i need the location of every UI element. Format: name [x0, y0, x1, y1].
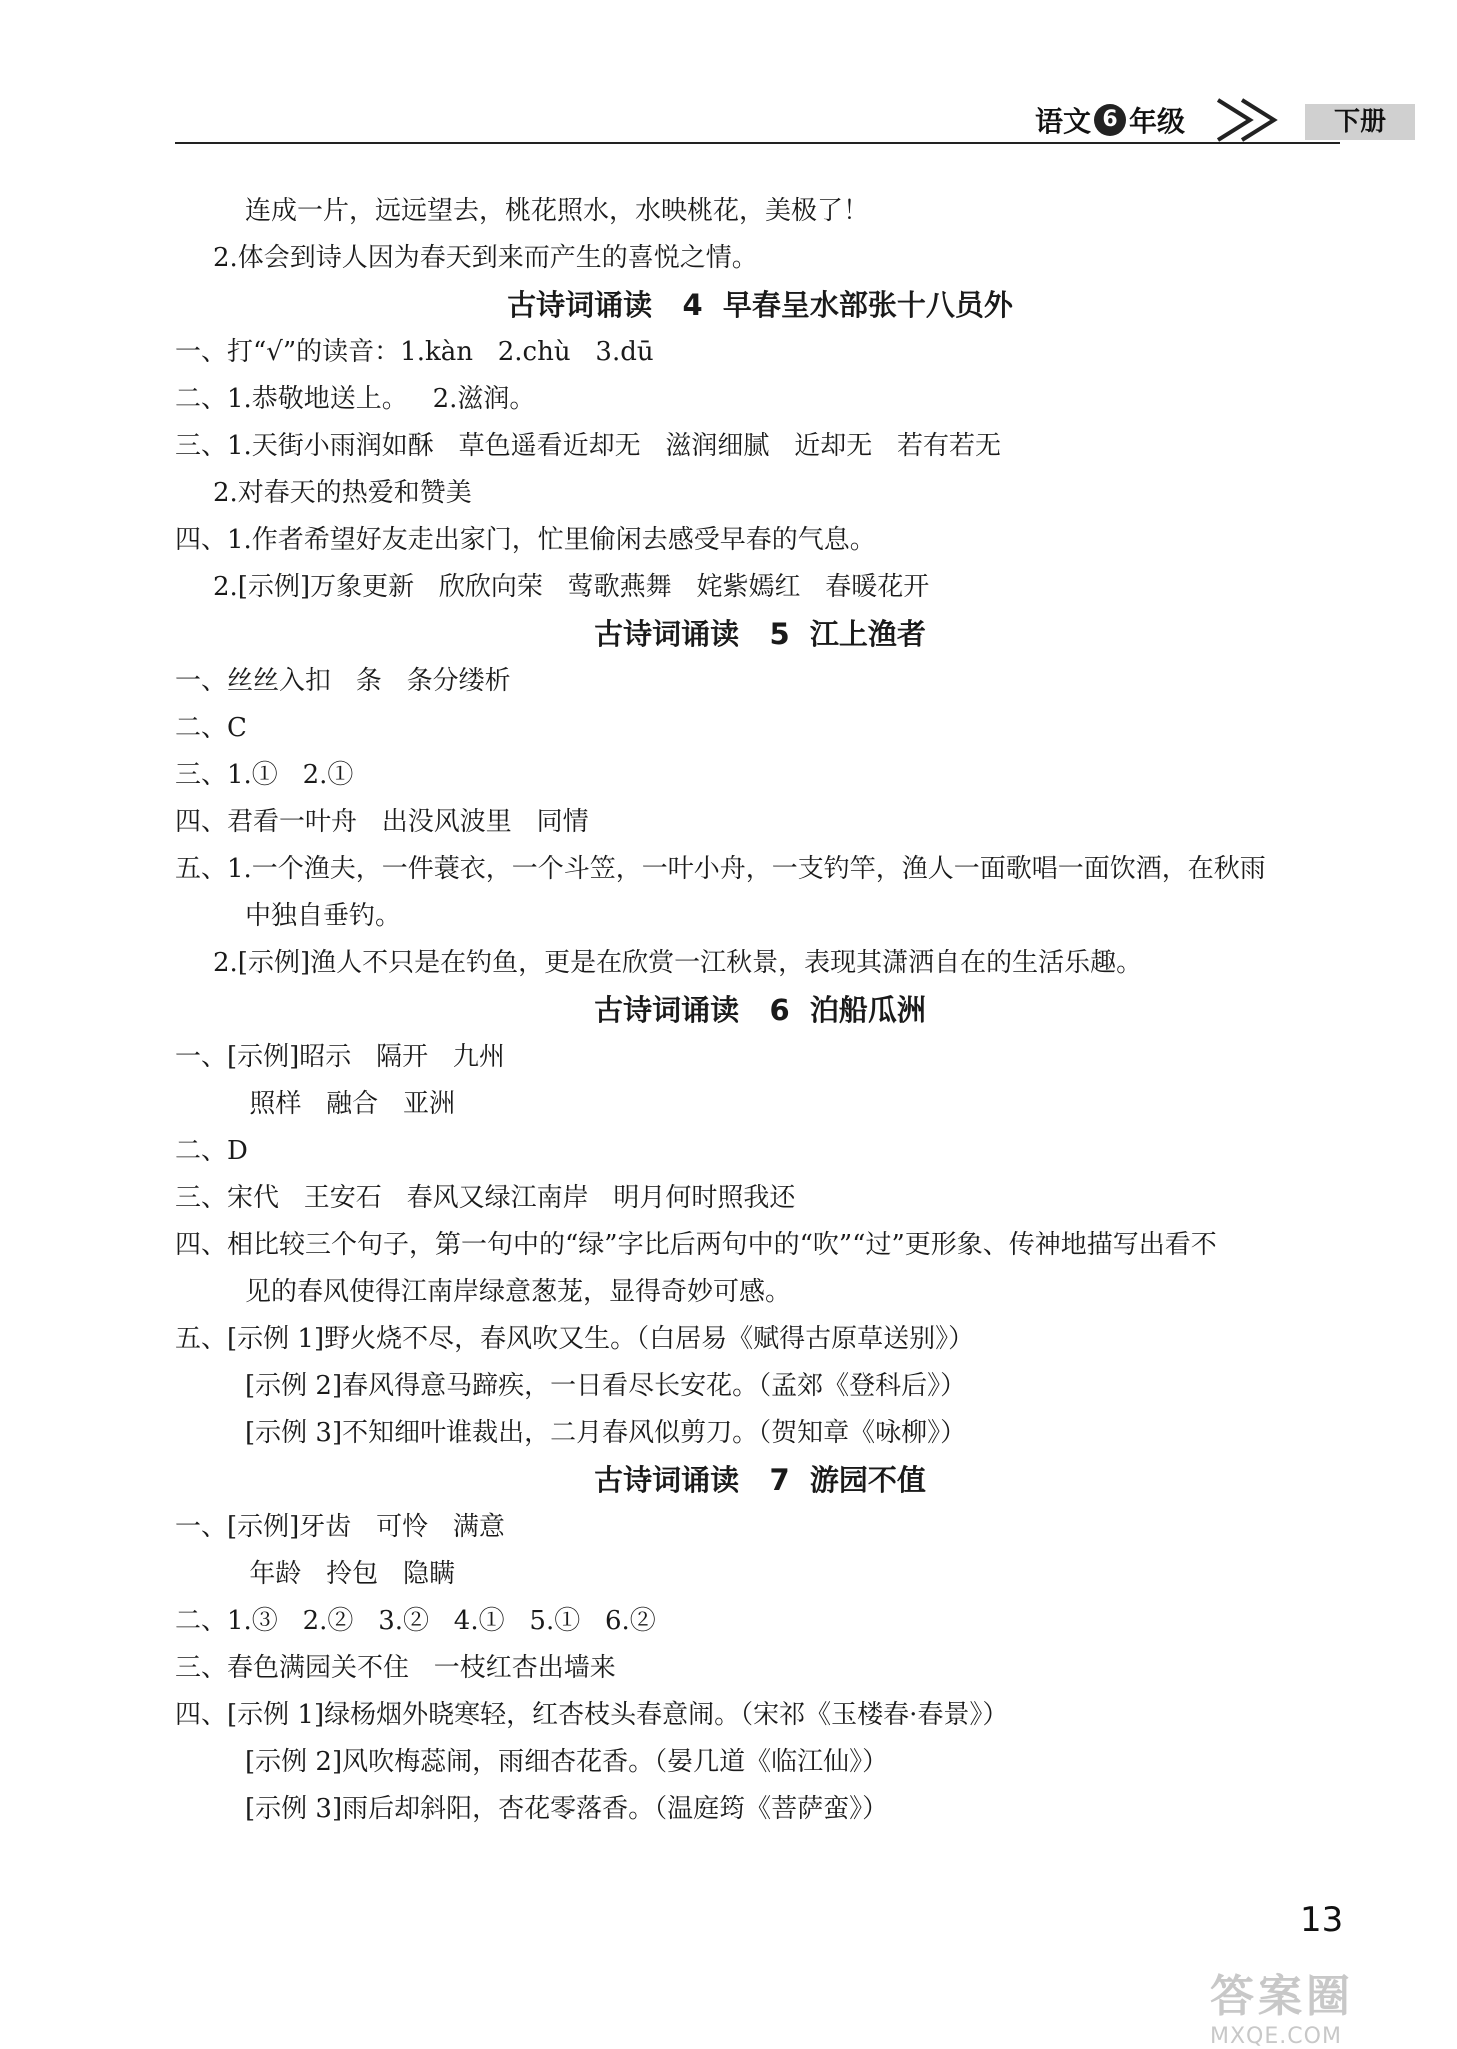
answer-line: 照样 融合 亚洲	[175, 1089, 455, 1119]
answer-line: 2.对春天的热爱和赞美	[213, 478, 472, 508]
answer-line: 三、1.天街小雨润如酥 草色遥看近却无 滋润细腻 近却无 若有若无	[175, 431, 1001, 461]
answer-line: 一、丝丝入扣 条 条分缕析	[175, 666, 511, 696]
answer-line: 三、春色满园关不住 一枝红杏出墙来	[175, 1653, 616, 1683]
answer-line: 年龄 拎包 隐瞒	[175, 1559, 455, 1589]
answer-line: 2.[示例]万象更新 欣欣向荣 莺歌燕舞 姹紫嫣红 春暖花开	[213, 572, 930, 602]
watermark-logo	[1210, 1960, 1445, 2049]
grade-suffix-text: 年级	[1129, 105, 1186, 138]
answer-line: 中独自垂钓。	[245, 901, 402, 931]
page-number: 13	[1300, 1900, 1344, 1940]
answer-line: [示例 3]雨后却斜阳，杏花零落香。（温庭筠《菩萨蛮》）	[245, 1794, 889, 1824]
subject-text: 语文	[1035, 105, 1092, 138]
answer-content	[175, 188, 1345, 1833]
answer-line: 五、[示例 1]野火烧不尽，春风吹又生。（白居易《赋得古原草送别》）	[175, 1324, 975, 1354]
double-chevron-icon	[1210, 96, 1300, 144]
subject-grade-label	[1035, 100, 1185, 140]
answer-line: 二、D	[175, 1136, 248, 1166]
answer-line: 一、打“√”的读音：1.kàn 2.chù 3.dū	[175, 337, 654, 367]
answer-line: 一、[示例]牙齿 可怜 满意	[175, 1512, 505, 1542]
answer-line: 二、1.③ 2.② 3.② 4.① 5.① 6.②	[175, 1606, 656, 1636]
answer-line: 四、相比较三个句子，第一句中的“绿”字比后两句中的“吹”“过”更形象、传神地描写出看不	[175, 1230, 1217, 1260]
grade-number-badge: 6	[1094, 104, 1126, 136]
answer-line: 四、[示例 1]绿杨烟外晓寒轻，红杏枝头春意闹。（宋祁《玉楼春·春景》）	[175, 1700, 1009, 1730]
answer-line: 四、君看一叶舟 出没风波里 同情	[175, 807, 589, 837]
answer-line: 二、1.恭敬地送上。 2.滋润。	[175, 384, 536, 414]
answer-line: 2.体会到诗人因为春天到来而产生的喜悦之情。	[213, 243, 758, 273]
section-title: 古诗词诵读 6 泊船瓜洲	[594, 993, 926, 1027]
answer-line: 四、1.作者希望好友走出家门，忙里偷闲去感受早春的气息。	[175, 525, 876, 555]
answer-line: 见的春风使得江南岸绿意葱茏，显得奇妙可感。	[245, 1277, 792, 1307]
answer-line: 三、宋代 王安石 春风又绿江南岸 明月何时照我还	[175, 1183, 796, 1213]
section-title: 古诗词诵读 4 早春呈水部张十八员外	[507, 288, 1013, 322]
header-rule	[175, 142, 1340, 144]
volume-label: 下册	[1305, 104, 1415, 140]
answer-line: 2.[示例]渔人不只是在钓鱼，更是在欣赏一江秋景，表现其潇洒自在的生活乐趣。	[213, 948, 1143, 978]
section-title: 古诗词诵读 5 江上渔者	[594, 617, 926, 651]
answer-line: [示例 2]风吹梅蕊闹，雨细杏花香。（晏几道《临江仙》）	[245, 1747, 889, 1777]
page-header	[175, 96, 1386, 144]
answer-line: [示例 3]不知细叶谁裁出，二月春风似剪刀。（贺知章《咏柳》）	[245, 1418, 967, 1448]
watermark-url: MXQE.COM	[1210, 2024, 1342, 2049]
answer-line: 一、[示例]昭示 隔开 九州	[175, 1042, 505, 1072]
answer-line: 二、C	[175, 713, 247, 743]
answer-line: 连成一片，远远望去，桃花照水，水映桃花，美极了！	[245, 196, 870, 226]
watermark-text: 答案圈	[1210, 1971, 1354, 2022]
section-title: 古诗词诵读 7 游园不值	[594, 1463, 926, 1497]
answer-line: 五、1.一个渔夫，一件蓑衣，一个斗笠，一叶小舟，一支钓竿，渔人一面歌唱一面饮酒，在秋雨	[175, 854, 1266, 884]
answer-line: 三、1.① 2.①	[175, 760, 354, 790]
answer-line: [示例 2]春风得意马蹄疾，一日看尽长安花。（孟郊《登科后》）	[245, 1371, 967, 1401]
